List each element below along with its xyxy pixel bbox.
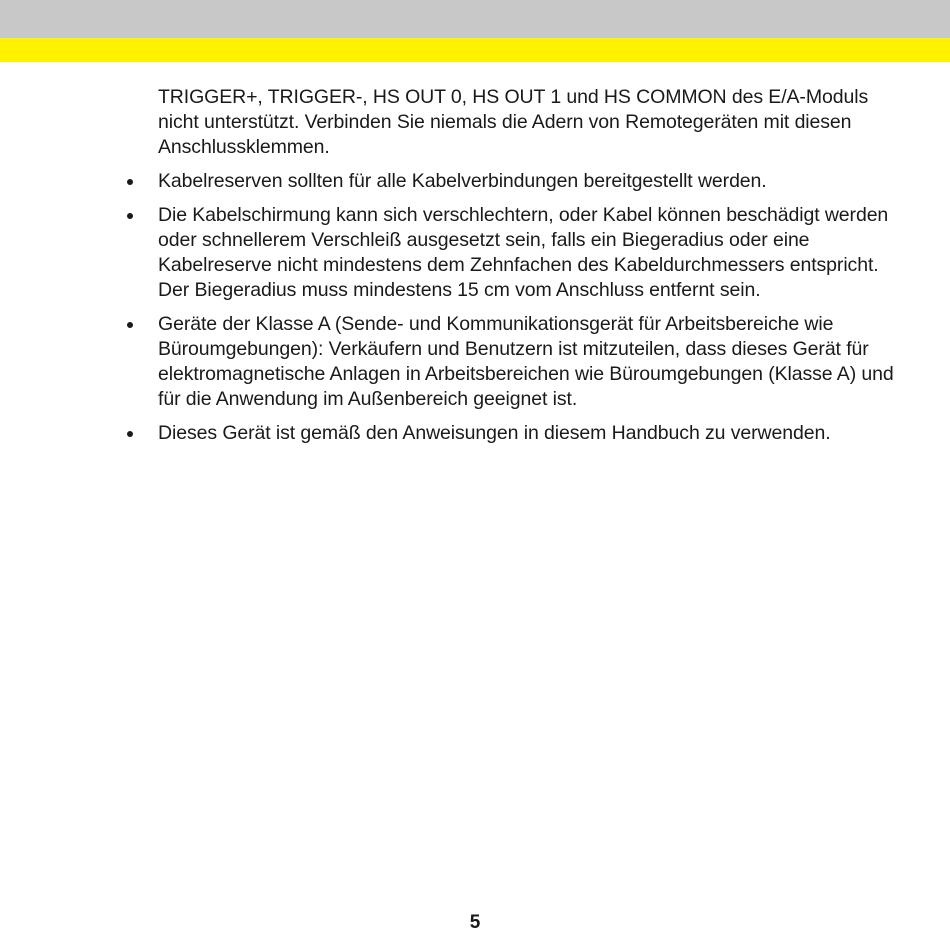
page-number: 5 — [469, 912, 481, 933]
list-item-text: Geräte der Klasse A (Sende- und Kommunikationsgerät für Arbeitsbereiche wie Büroumgebungen): Verkäufern und Benutzern ist mitzuteilen, dass dieses Gerät für elektromagnetische Anlagen in Arbeitsbereichen wie Büroumgebungen (Klasse A) und für die Anwendung im Außenbereich geeignet ist. — [158, 313, 894, 410]
list-item-text: Dieses Gerät ist gemäß den Anweisungen in diesem Handbuch zu verwenden. — [158, 422, 831, 444]
bullet-icon — [127, 213, 133, 219]
header-band-yellow — [0, 38, 950, 62]
list-item-text: Die Kabelschirmung kann sich verschlechtern, oder Kabel können beschädigt werden oder schnellerem Verschleiß ausgesetzt sein, falls ein Biegeradius oder eine Kabelreserve nicht mindestens dem Zehnfachen des Kabeldurchmessers entspricht. Der Biegeradius muss mindestens 15 cm vom Anschluss entfernt sein. — [158, 204, 889, 301]
list-item — [158, 169, 898, 194]
bullet-list — [158, 169, 898, 446]
list-item — [158, 203, 898, 303]
intro-paragraph: TRIGGER+, TRIGGER-, HS OUT 0, HS OUT 1 und HS COMMON des E/A-Moduls nicht unterstützt. Verbinden Sie niemals die Adern von Remotegeräten mit diesen Anschlussklemmen. — [158, 86, 869, 158]
header-band-gray — [0, 0, 950, 38]
list-item — [158, 312, 898, 412]
list-item — [158, 421, 898, 446]
list-item-text: Kabelreserven sollten für alle Kabelverbindungen bereitgestellt werden. — [158, 170, 767, 192]
bullet-icon — [127, 179, 133, 185]
bullet-icon — [127, 431, 133, 437]
page-content — [158, 85, 898, 446]
bullet-icon — [127, 322, 133, 328]
